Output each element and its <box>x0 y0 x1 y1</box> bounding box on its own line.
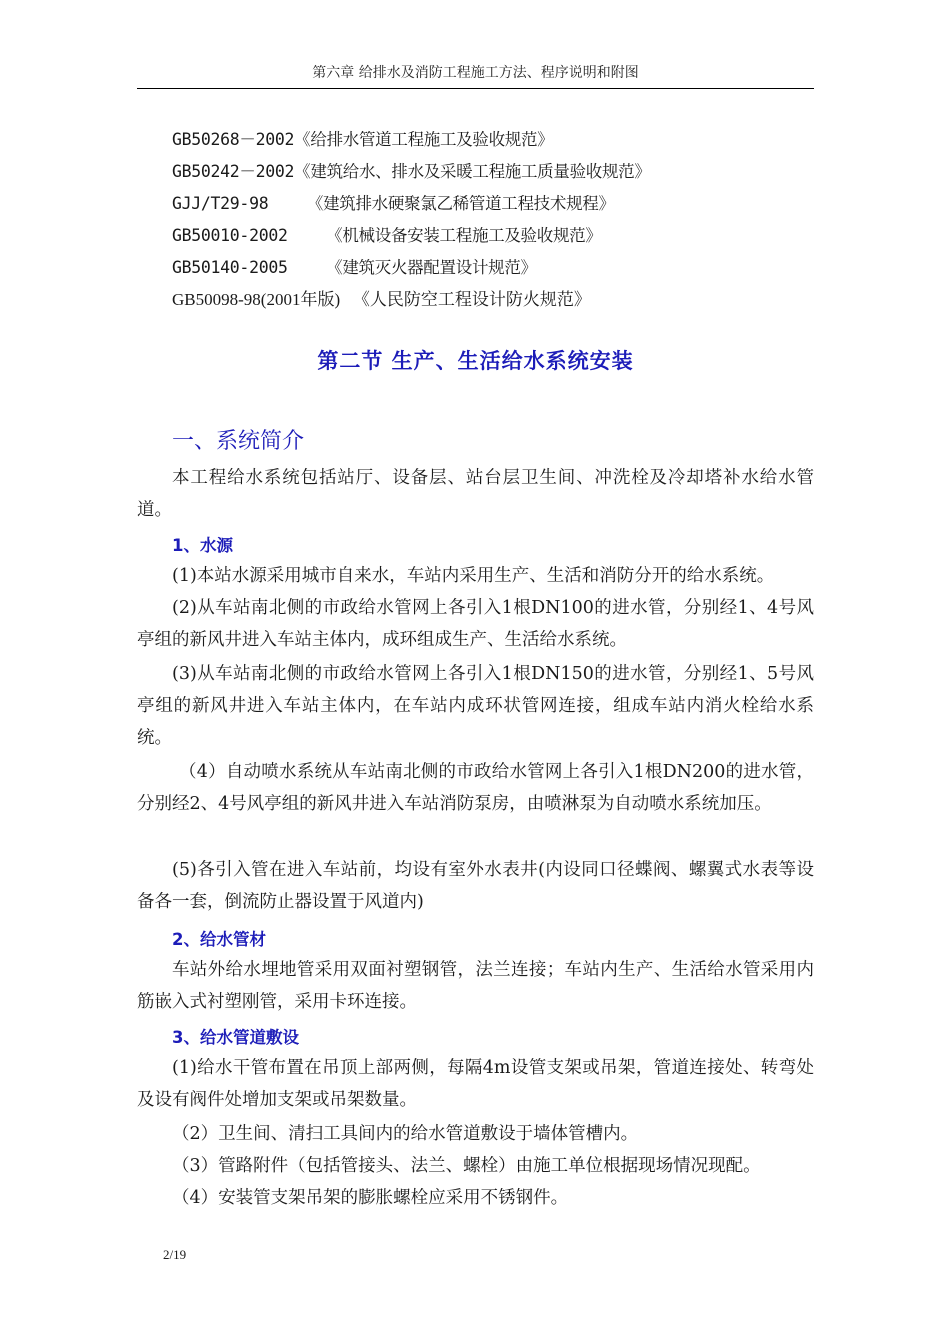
heading-system-intro: 一、系统简介 <box>172 429 305 454</box>
water-source-item: (1)本站水源采用城市自来水，车站内采用生产、生活和消防分开的给水系统。 <box>172 566 775 586</box>
water-source-item: （4）自动喷水系统从车站南北侧的市政给水管网上各引入1根DN200的进水管，分别经2、4号风亭组的新风井进入车站消防泵房，由喷淋泵为自动喷水系统加压。 <box>137 762 814 814</box>
standard-line: GJJ/T29-98 《建筑排水硬聚氯乙稀管道工程技术规程》 <box>172 194 615 213</box>
page-number: 2/19 <box>163 1247 187 1262</box>
water-source-item: (3)从车站南北侧的市政给水管网上各引入1根DN150的进水管，分别经1、5号风亭组的新风井进入车站主体内，在车站内成环状管网连接，组成车站内消火栓给水系统。 <box>137 664 814 748</box>
water-source-item: (2)从车站南北侧的市政给水管网上各引入1根DN100的进水管，分别经1、4号风亭组的新风井进入车站主体内，成环组成生产、生活给水系统。 <box>137 598 814 650</box>
standard-line: GB50140-2005 《建筑灭火器配置设计规范》 <box>172 258 537 277</box>
pipe-laying-item: （3）管路附件（包括管接头、法兰、螺栓）由施工单位根据现场情况现配。 <box>172 1156 761 1176</box>
subheading-water-source: 1、水源 <box>172 536 233 555</box>
page-header: 第六章 给排水及消防工程施工方法、程序说明和附图 <box>137 62 814 89</box>
intro-paragraph: 本工程给水系统包括站厅、设备层、站台层卫生间、冲洗栓及冷却塔补水给水管道。 <box>137 468 814 520</box>
section-title: 第二节 生产、生活给水系统安装 <box>317 349 634 373</box>
pipe-laying-item: （2）卫生间、清扫工具间内的给水管道敷设于墙体管槽内。 <box>172 1124 639 1144</box>
standard-line: GB50098-98(2001年版) 《人民防空工程设计防火规范》 <box>172 290 591 309</box>
pipe-laying-item: （4）安装管支架吊架的膨胀螺栓应采用不锈钢件。 <box>172 1188 569 1208</box>
pipe-laying-item: (1)给水干管布置在吊顶上部两侧，每隔4m设管支架或吊架，管道连接处、转弯处及设有阀件处增加支架或吊架数量。 <box>137 1058 814 1110</box>
subheading-pipe-material: 2、给水管材 <box>172 930 266 949</box>
pipe-material-paragraph: 车站外给水埋地管采用双面衬塑钢管，法兰连接；车站内生产、生活给水管采用内筋嵌入式衬塑刚管，采用卡环连接。 <box>137 960 814 1012</box>
standard-line: GB50268－2002《给排水管道工程施工及验收规范》 <box>172 130 554 149</box>
subheading-pipe-laying: 3、给水管道敷设 <box>172 1028 299 1047</box>
standard-line: GB50010-2002 《机械设备安装工程施工及验收规范》 <box>172 226 602 245</box>
standard-line: GB50242－2002《建筑给水、排水及采暖工程施工质量验收规范》 <box>172 162 651 181</box>
water-source-item: (5)各引入管在进入车站前，均设有室外水表井(内设同口径蝶阀、螺翼式水表等设备各一套，倒流防止器设置于风道内) <box>137 860 814 912</box>
